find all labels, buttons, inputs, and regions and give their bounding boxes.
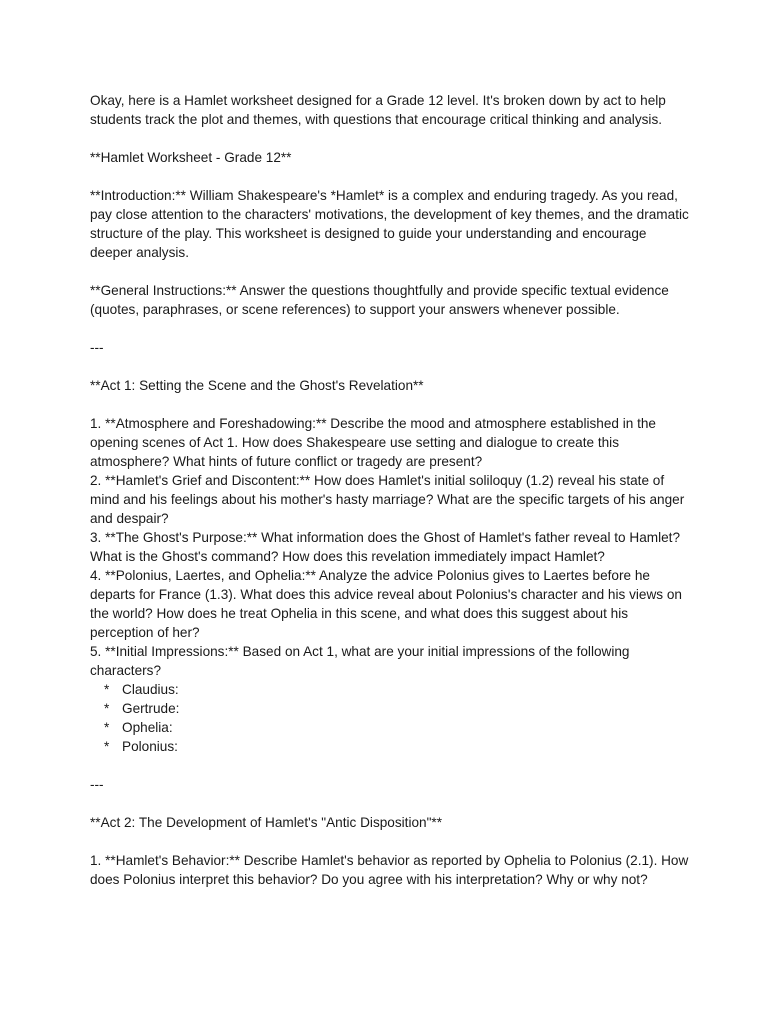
act2-question-1: 1. **Hamlet's Behavior:** Describe Hamlet's behavior as reported by Ophelia to Polonius (2.1). How does Polonius interpret this behavior? Do you agree with his interpretation? Why or why not? [90,853,689,887]
list-item [90,699,690,718]
divider-2: --- [90,777,104,792]
list-item [90,718,690,737]
act1-question-3: 3. **The Ghost's Purpose:** What information does the Ghost of Hamlet's father reveal to Hamlet? What is the Ghost's command? How does this revelation immediately impact Hamlet? [90,530,681,564]
spacer [90,395,690,414]
spacer [90,167,690,186]
list-item [90,680,690,699]
act2-heading: **Act 2: The Development of Hamlet's "Antic Disposition"** [90,815,442,830]
worksheet-document [90,91,690,889]
spacer [90,832,690,851]
worksheet-title: **Hamlet Worksheet - Grade 12** [90,150,292,165]
spacer [90,794,690,813]
spacer [90,756,690,775]
divider-1: --- [90,340,104,355]
bullet-marker: * [104,720,110,735]
spacer [90,262,690,281]
act1-heading: **Act 1: Setting the Scene and the Ghost's Revelation** [90,378,424,393]
bullet-marker: * [104,739,110,754]
general-instructions: **General Instructions:** Answer the questions thoughtfully and provide specific textual evidence (quotes, paraphrases, or scene references) to support your answers whenever possible. [90,283,669,317]
bullet-marker: * [104,701,110,716]
character-ophelia: Ophelia: [122,720,173,735]
list-item [90,737,690,756]
act1-question-2: 2. **Hamlet's Grief and Discontent:** How does Hamlet's initial soliloquy (1.2) reveal his state of mind and his feelings about his mother's hasty marriage? What are the specific targets of his anger and despair? [90,473,685,526]
spacer [90,129,690,148]
bullet-marker: * [104,682,110,697]
character-gertrude: Gertrude: [122,701,180,716]
act2-questions [90,851,690,889]
character-polonius: Polonius: [122,739,178,754]
act1-question-1: 1. **Atmosphere and Foreshadowing:** Describe the mood and atmosphere established in the opening scenes of Act 1. How does Shakespeare use setting and dialogue to create this atmosphere? What hints of future conflict or tragedy are present? [90,416,656,469]
act1-questions [90,414,690,756]
spacer [90,357,690,376]
act1-question-5: 5. **Initial Impressions:** Based on Act 1, what are your initial impressions of the following characters? [90,644,630,678]
intro-line: Okay, here is a Hamlet worksheet designed for a Grade 12 level. It's broken down by act to help students track the plot and themes, with questions that encourage critical thinking and analysis. [90,93,666,127]
character-list [90,680,690,756]
introduction-paragraph: **Introduction:** William Shakespeare's *Hamlet* is a complex and enduring tragedy. As you read, pay close attention to the characters' motivations, the development of key themes, and the dramatic structure of the play. This worksheet is designed to guide your understanding and encourage deeper analysis. [90,188,689,260]
act1-question-4: 4. **Polonius, Laertes, and Ophelia:** Analyze the advice Polonius gives to Laertes before he departs for France (1.3). What does this advice reveal about Polonius's character and his views on the world? How does he treat Ophelia in this scene, and what does this suggest about his perception of her? [90,568,682,640]
spacer [90,319,690,338]
character-claudius: Claudius: [122,682,179,697]
